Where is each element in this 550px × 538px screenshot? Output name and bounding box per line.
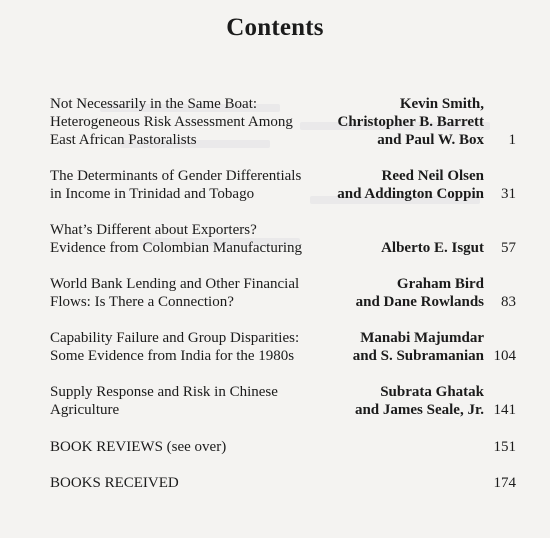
entry-title-line: Capability Failure and Group Disparities: bbox=[50, 330, 300, 346]
entry-page-number: 83 bbox=[501, 294, 516, 310]
entry-authors bbox=[356, 275, 484, 311]
entry-authors bbox=[353, 329, 484, 365]
entry-title bbox=[50, 474, 350, 492]
entry-author-line: and James Seale, Jr. bbox=[354, 402, 484, 418]
entry-title-line: Heterogeneous Risk Assessment Among bbox=[50, 114, 293, 130]
entry-title-line: Not Necessarily in the Same Boat: bbox=[50, 96, 258, 112]
entry-title bbox=[50, 329, 325, 365]
entry-authors bbox=[337, 167, 484, 203]
entry-page-number: 174 bbox=[493, 475, 516, 491]
entry-title bbox=[50, 221, 325, 257]
entry-author-line: and Dane Rowlands bbox=[355, 294, 484, 310]
entry-page-number: 104 bbox=[493, 348, 516, 364]
entry-page-number: 151 bbox=[493, 439, 516, 455]
entry-title-line: East African Pastoralists bbox=[50, 132, 197, 148]
entry-page-number: 141 bbox=[493, 402, 516, 418]
entry-author-line: Alberto E. Isgut bbox=[381, 240, 484, 256]
entry-title bbox=[50, 95, 325, 149]
entry-title-line: The Determinants of Gender Differentials bbox=[50, 168, 302, 184]
entry-title-line: in Income in Trinidad and Tobago bbox=[50, 186, 255, 202]
entry-title-line: BOOKS RECEIVED bbox=[50, 475, 179, 491]
entry-title bbox=[50, 383, 325, 419]
entry-title-line: Some Evidence from India for the 1980s bbox=[50, 348, 295, 364]
entry-author-line: and Paul W. Box bbox=[377, 132, 484, 148]
entry-author-line: Graham Bird bbox=[396, 276, 484, 292]
entry-title-line: BOOK REVIEWS (see over) bbox=[50, 439, 227, 455]
entry-title-line: Supply Response and Risk in Chinese bbox=[50, 384, 278, 400]
entry-author-line: and S. Subramanian bbox=[352, 348, 484, 364]
entry-author-line: and Addington Coppin bbox=[337, 186, 484, 202]
entry-page-number: 57 bbox=[501, 240, 516, 256]
entry-author-line: Kevin Smith, bbox=[399, 96, 484, 112]
entry-author-line: Subrata Ghatak bbox=[380, 384, 484, 400]
page-title: Contents bbox=[226, 14, 324, 41]
entry-author-line: Manabi Majumdar bbox=[360, 330, 484, 346]
entry-page-number: 1 bbox=[508, 132, 516, 148]
entry-title-line: Flows: Is There a Connection? bbox=[50, 294, 234, 310]
entry-title bbox=[50, 167, 325, 203]
entry-title-line: Agriculture bbox=[50, 402, 120, 418]
entry-title bbox=[50, 275, 325, 311]
entry-authors bbox=[337, 95, 484, 149]
entry-title bbox=[50, 438, 350, 456]
entry-title-line: Evidence from Colombian Manufacturing bbox=[50, 240, 303, 256]
entry-authors bbox=[381, 239, 484, 257]
entry-page-number: 31 bbox=[501, 186, 516, 202]
entry-authors bbox=[355, 383, 484, 419]
entry-title-line: What’s Different about Exporters? bbox=[50, 222, 257, 238]
entry-author-line: Christopher B. Barrett bbox=[337, 114, 484, 130]
entry-title-line: World Bank Lending and Other Financial bbox=[50, 276, 300, 292]
entry-author-line: Reed Neil Olsen bbox=[381, 168, 484, 184]
